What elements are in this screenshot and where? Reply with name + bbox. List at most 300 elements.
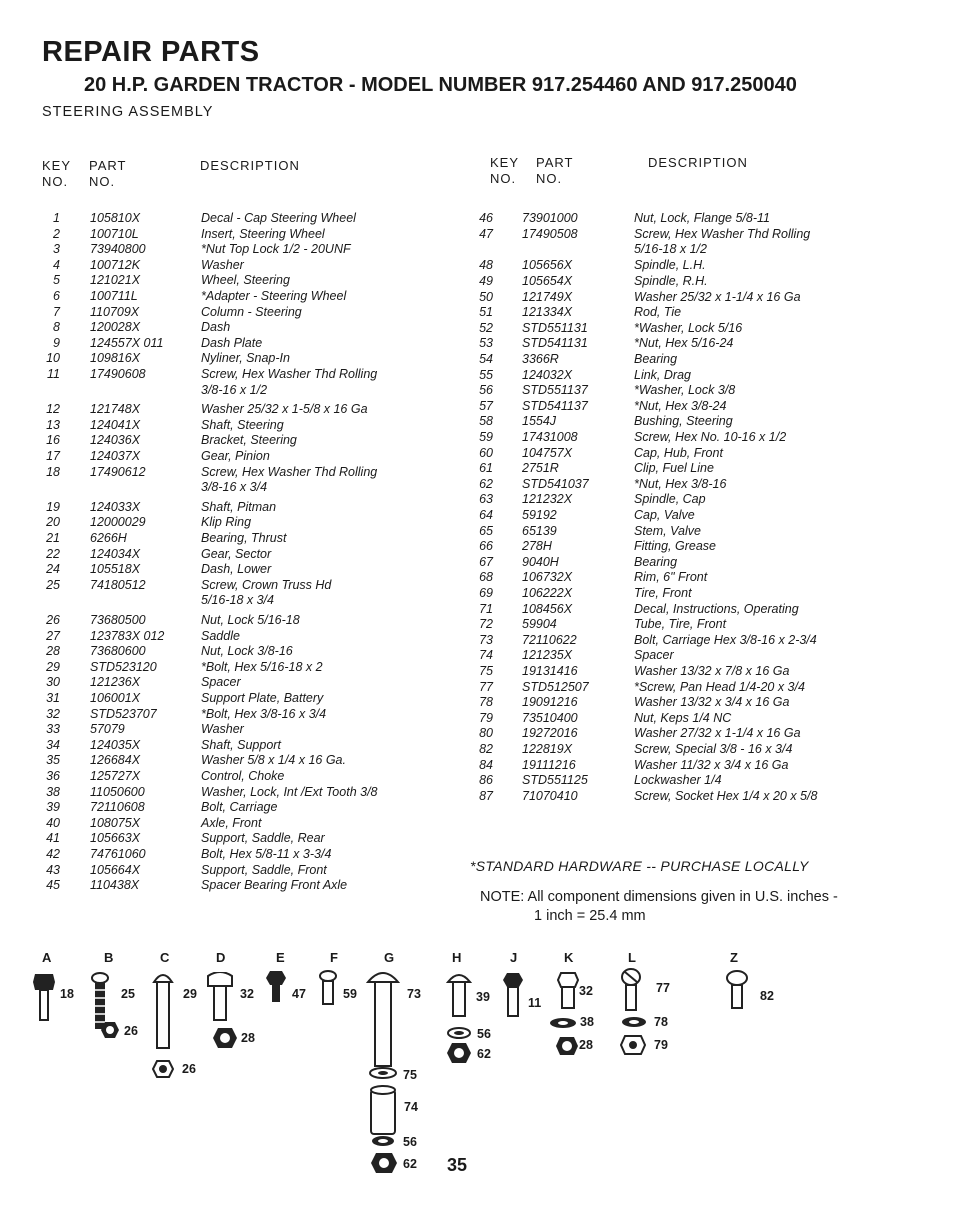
- callout-62-g: 62: [403, 1157, 417, 1171]
- key-number: 54: [479, 351, 493, 366]
- part-number: 121232X: [522, 492, 573, 507]
- part-number: 6266H: [90, 531, 127, 545]
- section-title: STEERING ASSEMBLY: [42, 104, 214, 120]
- callout-26-b: 26: [124, 1024, 138, 1038]
- part-description: Washer 11/32 x 3/4 x 16 Ga: [634, 757, 789, 772]
- hex-screw-icon: [502, 972, 524, 1018]
- header-part-right: PART NO.: [536, 155, 574, 186]
- part-number: 122819X: [522, 741, 573, 756]
- header-key: KEY NO.: [42, 158, 72, 189]
- part-number: 2751R: [522, 461, 559, 476]
- part-number: 1554J: [522, 414, 557, 429]
- callout-11: 11: [528, 996, 542, 1010]
- part-description: Cap, Hub, Front: [634, 445, 723, 460]
- part-number: STD523120: [90, 659, 157, 674]
- part-description: Column - Steering: [201, 304, 302, 319]
- part-description: Screw, Special 3/8 - 16 x 3/4: [634, 741, 793, 756]
- key-number: 25: [46, 577, 60, 592]
- part-number: 126684X: [90, 753, 141, 768]
- part-description: Screw, Hex Washer Thd Rolling: [201, 367, 378, 381]
- key-number: 18: [46, 464, 60, 479]
- part-description: Stem, Valve: [634, 523, 701, 538]
- part-description: Bushing, Steering: [634, 414, 733, 429]
- washer-icon: [446, 1026, 472, 1040]
- key-number: 74: [479, 648, 493, 663]
- part-description: Washer: [201, 257, 244, 272]
- callout-25: 25: [121, 987, 135, 1001]
- washer-icon: [620, 1015, 648, 1029]
- callout-28-k: 28: [579, 1038, 593, 1052]
- part-description: Nut, Keps 1/4 NC: [634, 710, 732, 725]
- key-number: 65: [479, 523, 493, 538]
- key-number: 19: [46, 499, 60, 514]
- key-number: 71: [479, 601, 493, 616]
- callout-18: 18: [60, 987, 74, 1001]
- part-number: 125727X: [90, 769, 141, 783]
- hardware-column-k: K: [564, 950, 574, 965]
- part-number: 17431008: [522, 429, 578, 444]
- part-number: 121334X: [522, 305, 573, 320]
- part-number: 17490608: [90, 367, 146, 381]
- part-number: 121021X: [90, 273, 141, 288]
- part-description: *Nut, Hex 3/8-24: [634, 398, 727, 413]
- part-description: Bolt, Carriage: [201, 800, 278, 815]
- callout-74: 74: [404, 1100, 418, 1114]
- part-number: 74180512: [90, 577, 146, 592]
- hardware-column-g: G: [384, 950, 395, 965]
- key-number: 41: [46, 831, 60, 846]
- callout-75: 75: [403, 1068, 417, 1082]
- part-number: 110438X: [90, 878, 140, 893]
- part-description: Washer, Lock, Int /Ext Tooth 3/8: [201, 784, 378, 799]
- keps-nut-icon: [620, 1035, 646, 1055]
- part-number: 124035X: [90, 737, 141, 752]
- key-number: 6: [53, 289, 60, 303]
- part-number: 65139: [522, 523, 557, 538]
- standard-hardware-note: *STANDARD HARDWARE -- PURCHASE LOCALLY: [470, 858, 809, 874]
- part-number: STD512507: [522, 679, 589, 694]
- part-description: Spindle, R.H.: [634, 273, 708, 288]
- part-number: 106732X: [522, 570, 573, 585]
- callout-56-h: 56: [477, 1027, 491, 1041]
- part-description: Screw, Hex Washer Thd Rolling: [201, 464, 378, 479]
- part-number: 12000029: [90, 515, 146, 530]
- hex-nut-icon: [370, 1152, 398, 1174]
- key-number: 2: [53, 226, 60, 241]
- part-number: 106001X: [90, 691, 141, 705]
- page-subtitle: 20 H.P. GARDEN TRACTOR - MODEL NUMBER 917.254460 AND 917.250040: [84, 74, 797, 96]
- part-description: Tire, Front: [634, 585, 692, 600]
- part-description: Axle, Front: [201, 815, 262, 830]
- part-number: 124041X: [90, 417, 141, 432]
- part-description: Screw, Crown Truss Hd: [201, 577, 332, 592]
- part-description: Support, Saddle, Rear: [201, 831, 325, 846]
- key-number: 26: [46, 613, 60, 627]
- key-number: 24: [46, 562, 60, 577]
- part-number: 105656X: [522, 258, 573, 273]
- part-number: 100710L: [90, 226, 139, 241]
- part-number: 105654X: [522, 273, 573, 288]
- part-description: Link, Drag: [634, 367, 691, 382]
- key-number: 75: [479, 663, 493, 678]
- key-number: 16: [46, 433, 60, 448]
- key-number: 4: [53, 257, 60, 272]
- key-number: 39: [46, 800, 60, 815]
- part-number: STD551137: [522, 383, 588, 398]
- key-number: 12: [46, 402, 60, 417]
- hardware-column-d: D: [216, 950, 226, 965]
- hex-bolt-icon: [557, 972, 579, 1010]
- key-number: 87: [479, 788, 493, 803]
- key-number: 1: [53, 211, 60, 225]
- part-number: 74761060: [90, 847, 146, 861]
- part-description: Nut, Lock 5/16-18: [201, 613, 300, 627]
- key-number: 11: [47, 367, 60, 381]
- key-number: 55: [479, 367, 493, 382]
- part-description-continued: 3/8-16 x 1/2: [201, 382, 268, 397]
- hardware-column-f: F: [330, 950, 338, 965]
- part-description: Washer 13/32 x 3/4 x 16 Ga: [634, 695, 790, 710]
- header-description: DESCRIPTION: [200, 158, 300, 173]
- hardware-column-b: B: [104, 950, 114, 965]
- part-number: 124032X: [522, 367, 573, 382]
- part-description-continued: 5/16-18 x 1/2: [634, 242, 707, 257]
- key-number: 79: [479, 710, 493, 725]
- hex-nut-icon: [446, 1042, 472, 1064]
- part-description: Nut, Lock, Flange 5/8-11: [634, 211, 770, 225]
- key-number: 69: [479, 585, 493, 600]
- callout-59: 59: [343, 987, 357, 1001]
- part-description: Shaft, Pitman: [201, 499, 277, 514]
- hardware-column-e: E: [276, 950, 285, 965]
- lock-nut-icon: [555, 1036, 579, 1056]
- key-number: 61: [479, 461, 493, 476]
- key-number: 46: [479, 211, 493, 225]
- key-number: 33: [46, 722, 60, 737]
- part-number: STD551125: [522, 773, 588, 788]
- lock-nut-icon: [100, 1021, 120, 1039]
- key-number: 56: [479, 383, 493, 398]
- key-number: 13: [46, 417, 60, 432]
- carriage-bolt-icon: [366, 968, 400, 1068]
- part-number: 108456X: [522, 601, 573, 616]
- key-number: 7: [53, 304, 60, 319]
- part-description: Dash Plate: [201, 335, 263, 350]
- key-number: 66: [479, 539, 493, 554]
- part-description: Gear, Sector: [201, 546, 272, 561]
- part-number: 121235X: [522, 648, 573, 663]
- part-description: Support, Saddle, Front: [201, 862, 327, 877]
- part-description: Spindle, Cap: [634, 492, 706, 507]
- key-number: 50: [479, 289, 493, 304]
- part-description: Washer 27/32 x 1-1/4 x 16 Ga: [634, 726, 801, 741]
- part-description: Saddle: [201, 628, 240, 643]
- hardware-column-h: H: [452, 950, 462, 965]
- key-number: 52: [479, 320, 493, 335]
- part-description: Rod, Tie: [634, 305, 682, 320]
- part-number: 9040H: [522, 554, 559, 569]
- part-description: Bearing: [634, 554, 678, 569]
- part-description: *Bolt, Hex 3/8-16 x 3/4: [201, 706, 327, 721]
- key-number: 48: [479, 258, 493, 273]
- part-description: Lockwasher 1/4: [634, 773, 722, 788]
- hardware-column-j: J: [510, 950, 518, 965]
- part-number: 121749X: [522, 289, 573, 304]
- part-number: 105518X: [90, 562, 141, 577]
- key-number: 35: [46, 753, 60, 768]
- part-description: Shaft, Steering: [201, 417, 284, 432]
- callout-26-c: 26: [182, 1062, 196, 1076]
- part-description: Washer 13/32 x 7/8 x 16 Ga: [634, 663, 790, 678]
- key-number: 31: [46, 691, 60, 705]
- part-number: 123783X 012: [90, 628, 165, 643]
- part-description: Insert, Steering Wheel: [201, 226, 325, 241]
- part-description: Decal - Cap Steering Wheel: [201, 211, 356, 225]
- key-number: 67: [479, 554, 493, 569]
- key-number: 28: [46, 644, 60, 659]
- part-description-continued: 5/16-18 x 3/4: [201, 593, 274, 608]
- part-description: Bolt, Hex 5/8-11 x 3-3/4: [201, 847, 332, 861]
- hex-bolt-icon: [33, 972, 55, 1022]
- part-number: 120028X: [90, 320, 141, 335]
- part-number: 105664X: [90, 862, 141, 877]
- key-number: 10: [46, 351, 60, 366]
- callout-32-k: 32: [579, 984, 593, 998]
- key-number: 20: [46, 515, 60, 530]
- part-number: 109816X: [90, 351, 141, 366]
- part-description: Shaft, Support: [201, 737, 281, 752]
- key-number: 86: [479, 773, 493, 788]
- key-number: 21: [46, 531, 60, 545]
- part-number: 124557X 011: [90, 335, 164, 350]
- part-number: 124033X: [90, 499, 141, 514]
- part-number: 104757X: [522, 445, 573, 460]
- hex-washer-screw-icon: [265, 970, 287, 1004]
- dimension-note: NOTE: All component dimensions given in U.S. inches -: [480, 889, 838, 905]
- header-key-right: KEY NO.: [490, 155, 520, 186]
- part-number: 19111216: [522, 757, 576, 772]
- callout-62-h: 62: [477, 1047, 491, 1061]
- part-description: Nyliner, Snap-In: [201, 351, 290, 366]
- nut-icon: [152, 1060, 174, 1078]
- part-description: *Nut, Hex 5/16-24: [634, 336, 734, 351]
- page-title: REPAIR PARTS: [42, 36, 260, 68]
- part-number: 73901000: [522, 211, 578, 225]
- callout-79: 79: [654, 1038, 668, 1052]
- part-number: 17490508: [522, 226, 578, 241]
- dimension-note-conversion: 1 inch = 25.4 mm: [534, 908, 646, 924]
- part-number: 11050600: [90, 784, 145, 799]
- part-number: 73680600: [90, 644, 146, 659]
- key-number: 40: [46, 815, 60, 830]
- key-number: 17: [46, 449, 60, 463]
- socket-screw-icon: [725, 970, 749, 1010]
- key-number: 73: [479, 632, 493, 647]
- part-description: Spacer: [634, 648, 674, 663]
- part-description: Nut, Lock 3/8-16: [201, 644, 293, 659]
- part-description: *Nut Top Lock 1/2 - 20UNF: [201, 242, 351, 257]
- part-description: Dash: [201, 320, 231, 335]
- part-description: Bearing: [634, 351, 678, 366]
- part-description: Support Plate, Battery: [201, 691, 324, 705]
- part-number: 105810X: [90, 211, 141, 225]
- part-description: Bolt, Carriage Hex 3/8-16 x 2-3/4: [634, 632, 817, 647]
- key-number: 49: [479, 273, 493, 288]
- hardware-column-l: L: [628, 950, 636, 965]
- key-number: 60: [479, 445, 493, 460]
- key-number: 29: [46, 659, 60, 674]
- key-number: 57: [479, 398, 493, 413]
- key-number: 22: [46, 546, 60, 561]
- key-number: 59: [479, 429, 493, 444]
- callout-78: 78: [654, 1015, 668, 1029]
- key-number: 51: [479, 305, 493, 320]
- part-number: 17490612: [90, 464, 146, 479]
- key-number: 47: [479, 226, 493, 241]
- spacer-icon: [368, 1084, 398, 1138]
- part-number: 73510400: [522, 710, 578, 725]
- part-number: 110709X: [90, 304, 140, 319]
- part-number: 100711L: [90, 289, 138, 303]
- hex-bolt-icon: [446, 970, 472, 1018]
- part-description: Washer 25/32 x 1-1/4 x 16 Ga: [634, 289, 801, 304]
- lock-nut-icon: [212, 1027, 238, 1049]
- part-description: Screw, Hex Washer Thd Rolling: [634, 226, 811, 241]
- key-number: 45: [46, 878, 60, 893]
- callout-56-g: 56: [403, 1135, 417, 1149]
- callout-39: 39: [476, 990, 490, 1004]
- part-description: Washer 5/8 x 1/4 x 16 Ga.: [201, 753, 346, 768]
- part-number: 73940800: [90, 242, 146, 257]
- key-number: 68: [479, 570, 493, 585]
- toothed-lock-washer-icon: [548, 1016, 578, 1030]
- key-number: 38: [46, 784, 60, 799]
- part-number: 59192: [522, 507, 557, 522]
- part-description: Dash, Lower: [201, 562, 272, 577]
- part-description: Tube, Tire, Front: [634, 617, 727, 632]
- callout-47: 47: [292, 987, 306, 1001]
- part-number: 57079: [90, 722, 125, 737]
- part-number: STD541037: [522, 476, 589, 491]
- part-description: Rim, 6" Front: [634, 570, 708, 585]
- pan-head-screw-icon: [620, 968, 642, 1012]
- part-number: 19091216: [522, 695, 578, 710]
- key-number: 77: [479, 679, 493, 694]
- part-description: Washer: [201, 722, 244, 737]
- part-description: Decal, Instructions, Operating: [634, 601, 799, 616]
- part-number: 278H: [522, 539, 552, 554]
- part-description: *Washer, Lock 5/16: [634, 320, 743, 335]
- part-number: 19131416: [522, 663, 578, 678]
- part-number: 106222X: [522, 585, 573, 600]
- part-number: 105663X: [90, 831, 141, 846]
- key-number: 63: [479, 492, 493, 507]
- part-description: *Adapter - Steering Wheel: [201, 289, 347, 303]
- part-number: 100712K: [90, 257, 141, 272]
- part-number: 59904: [522, 617, 557, 632]
- key-number: 62: [479, 476, 493, 491]
- key-number: 32: [46, 706, 60, 721]
- part-description: Screw, Hex No. 10-16 x 1/2: [634, 429, 787, 444]
- key-number: 53: [479, 336, 493, 351]
- part-description: Screw, Socket Hex 1/4 x 20 x 5/8: [634, 788, 818, 803]
- key-number: 3: [53, 242, 60, 257]
- part-number: 124036X: [90, 433, 141, 448]
- part-description: Clip, Fuel Line: [634, 461, 714, 476]
- hardware-column-z: Z: [730, 950, 738, 965]
- key-number: 82: [479, 741, 493, 756]
- part-description: *Bolt, Hex 5/16-18 x 2: [201, 659, 323, 674]
- part-number: STD541137: [522, 398, 588, 413]
- key-number: 78: [479, 695, 493, 710]
- part-number: 19272016: [522, 726, 578, 741]
- callout-28-d: 28: [241, 1031, 255, 1045]
- hex-screw-icon: [318, 970, 338, 1006]
- key-number: 84: [479, 757, 493, 772]
- part-description: Bracket, Steering: [201, 433, 297, 448]
- key-number: 30: [46, 675, 60, 690]
- part-number: 121236X: [90, 675, 141, 690]
- key-number: 64: [479, 507, 493, 522]
- key-number: 27: [46, 628, 60, 643]
- long-hex-bolt-icon: [150, 970, 176, 1050]
- part-description: Washer 25/32 x 1-5/8 x 16 Ga: [201, 402, 368, 417]
- key-number: 43: [46, 862, 60, 877]
- part-description: *Nut, Hex 3/8-16: [634, 476, 727, 491]
- hardware-column-c: C: [160, 950, 170, 965]
- hex-bolt-icon: [206, 972, 234, 1022]
- callout-73: 73: [407, 987, 421, 1001]
- part-description: *Screw, Pan Head 1/4-20 x 3/4: [634, 679, 805, 694]
- header-part: PART NO.: [89, 158, 127, 189]
- part-description-continued: 3/8-16 x 3/4: [201, 480, 268, 495]
- key-number: 36: [46, 769, 60, 783]
- key-number: 8: [53, 320, 60, 335]
- callout-32-d: 32: [240, 987, 254, 1001]
- key-number: 72: [479, 617, 493, 632]
- part-description: *Washer, Lock 3/8: [634, 383, 736, 398]
- header-description-right: DESCRIPTION: [648, 155, 748, 170]
- part-number: 124034X: [90, 546, 141, 561]
- part-description: Klip Ring: [201, 515, 252, 530]
- page-number: 35: [447, 1155, 468, 1175]
- part-description: Spacer Bearing Front Axle: [201, 878, 348, 893]
- part-number: STD541131: [522, 336, 588, 351]
- part-number: 108075X: [90, 815, 141, 830]
- lock-washer-icon: [370, 1134, 396, 1148]
- part-description: Spindle, L.H.: [634, 258, 706, 273]
- part-description: Cap, Valve: [634, 507, 695, 522]
- part-number: 73680500: [90, 613, 146, 627]
- key-number: 58: [479, 414, 493, 429]
- part-description: Gear, Pinion: [201, 449, 270, 463]
- part-description: Fitting, Grease: [634, 539, 716, 554]
- part-number: STD551131: [522, 320, 588, 335]
- part-number: 124037X: [90, 449, 141, 463]
- callout-77: 77: [656, 981, 670, 995]
- hardware-column-a: A: [42, 950, 52, 965]
- callout-38: 38: [580, 1015, 594, 1029]
- washer-icon: [368, 1066, 398, 1080]
- part-number: 121748X: [90, 402, 141, 417]
- part-number: 71070410: [522, 788, 578, 803]
- part-number: 72110622: [522, 632, 577, 647]
- key-number: 80: [479, 726, 493, 741]
- part-description: Control, Choke: [201, 769, 285, 783]
- part-description: Bearing, Thrust: [201, 531, 287, 545]
- callout-82: 82: [760, 989, 774, 1003]
- part-description: Wheel, Steering: [201, 273, 290, 288]
